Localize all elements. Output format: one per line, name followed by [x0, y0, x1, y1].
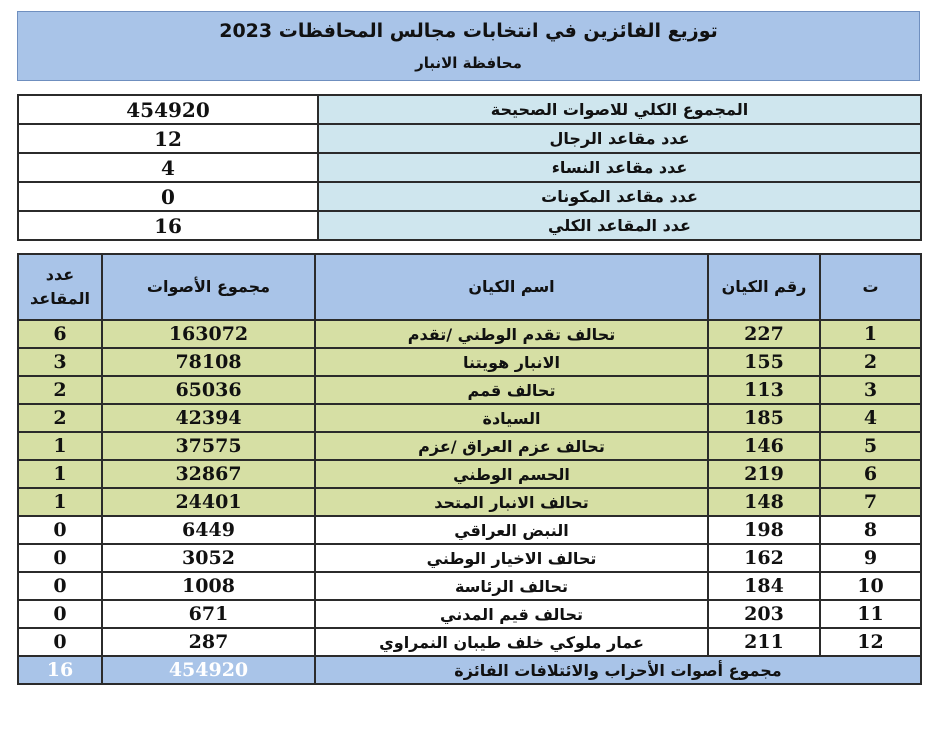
header-row: [18, 254, 921, 320]
table-row: [18, 404, 921, 432]
entity-number-cell: 219: [708, 460, 820, 488]
sequence-cell: 10: [820, 572, 921, 600]
header-votes: مجموع الأصوات: [102, 254, 315, 320]
sequence-cell: 9: [820, 544, 921, 572]
entity-name-cell: النبض العراقي: [315, 516, 708, 544]
header-sequence: ت: [820, 254, 921, 320]
seats-cell: 1: [18, 488, 102, 516]
votes-cell: 42394: [102, 404, 315, 432]
entity-name-cell: تحالف تقدم الوطني /تقدم: [315, 320, 708, 348]
seats-cell: 0: [18, 544, 102, 572]
summary-row: [18, 211, 921, 240]
header-entity-name: اسم الكيان: [315, 254, 708, 320]
votes-cell: 32867: [102, 460, 315, 488]
seats-cell: 2: [18, 376, 102, 404]
entity-name-cell: السيادة: [315, 404, 708, 432]
sequence-cell: 11: [820, 600, 921, 628]
seats-cell: 0: [18, 628, 102, 656]
sequence-cell: 2: [820, 348, 921, 376]
entity-number-cell: 148: [708, 488, 820, 516]
page-subtitle: محافظة الانبار: [415, 54, 522, 72]
votes-cell: 24401: [102, 488, 315, 516]
entity-name-cell: الحسم الوطني: [315, 460, 708, 488]
summary-value: 12: [18, 124, 318, 153]
seats-cell: 2: [18, 404, 102, 432]
summary-value: 0: [18, 182, 318, 211]
sequence-cell: 7: [820, 488, 921, 516]
title-banner: [17, 11, 920, 81]
seats-cell: 0: [18, 600, 102, 628]
summary-value: 16: [18, 211, 318, 240]
header-seats: عدد المقاعد: [18, 254, 102, 320]
summary-label: عدد مقاعد النساء: [318, 153, 921, 182]
summary-label: المجموع الكلي للاصوات الصحيحة: [318, 95, 921, 124]
seats-cell: 0: [18, 572, 102, 600]
entity-name-cell: تحالف الرئاسة: [315, 572, 708, 600]
votes-cell: 3052: [102, 544, 315, 572]
entity-number-cell: 198: [708, 516, 820, 544]
seats-cell: 1: [18, 432, 102, 460]
sequence-cell: 4: [820, 404, 921, 432]
sequence-cell: 5: [820, 432, 921, 460]
summary-row: [18, 182, 921, 211]
header-entity-number: رقم الكيان: [708, 254, 820, 320]
sequence-cell: 8: [820, 516, 921, 544]
table-row: [18, 320, 921, 348]
entity-number-cell: 185: [708, 404, 820, 432]
total-votes: 454920: [102, 656, 315, 684]
table-row: [18, 572, 921, 600]
entity-number-cell: 113: [708, 376, 820, 404]
entity-number-cell: 146: [708, 432, 820, 460]
seats-cell: 0: [18, 516, 102, 544]
seats-cell: 1: [18, 460, 102, 488]
summary-row: [18, 95, 921, 124]
entity-name-cell: الانبار هويتنا: [315, 348, 708, 376]
entity-number-cell: 184: [708, 572, 820, 600]
entity-number-cell: 227: [708, 320, 820, 348]
votes-cell: 6449: [102, 516, 315, 544]
votes-cell: 78108: [102, 348, 315, 376]
votes-cell: 1008: [102, 572, 315, 600]
entity-name-cell: عمار ملوكي خلف طيبان النمراوي: [315, 628, 708, 656]
summary-label: عدد مقاعد الرجال: [318, 124, 921, 153]
entity-name-cell: تحالف عزم العراق /عزم: [315, 432, 708, 460]
table-row: [18, 600, 921, 628]
entity-number-cell: 162: [708, 544, 820, 572]
entity-name-cell: تحالف قمم: [315, 376, 708, 404]
entity-name-cell: تحالف الانبار المتحد: [315, 488, 708, 516]
entity-name-cell: تحالف قيم المدني: [315, 600, 708, 628]
table-row: [18, 376, 921, 404]
entity-number-cell: 203: [708, 600, 820, 628]
votes-cell: 163072: [102, 320, 315, 348]
summary-label: عدد المقاعد الكلي: [318, 211, 921, 240]
sequence-cell: 6: [820, 460, 921, 488]
sequence-cell: 12: [820, 628, 921, 656]
entity-name-cell: تحالف الاخيار الوطني: [315, 544, 708, 572]
summary-table: [17, 94, 922, 241]
table-row: [18, 628, 921, 656]
results-table: [17, 253, 922, 685]
table-row: [18, 516, 921, 544]
table-row: [18, 460, 921, 488]
seats-cell: 3: [18, 348, 102, 376]
table-row: [18, 544, 921, 572]
total-row: [18, 656, 921, 684]
total-label: مجموع أصوات الأحزاب والائتلافات الفائزة: [315, 656, 921, 684]
entity-number-cell: 211: [708, 628, 820, 656]
table-row: [18, 348, 921, 376]
summary-row: [18, 124, 921, 153]
table-row: [18, 432, 921, 460]
entity-number-cell: 155: [708, 348, 820, 376]
summary-label: عدد مقاعد المكونات: [318, 182, 921, 211]
total-seats: 16: [18, 656, 102, 684]
votes-cell: 671: [102, 600, 315, 628]
sequence-cell: 1: [820, 320, 921, 348]
table-row: [18, 488, 921, 516]
summary-row: [18, 153, 921, 182]
seats-cell: 6: [18, 320, 102, 348]
page-title: توزيع الفائزين في انتخابات مجالس المحافظات 2023: [219, 20, 718, 42]
summary-value: 454920: [18, 95, 318, 124]
votes-cell: 287: [102, 628, 315, 656]
votes-cell: 37575: [102, 432, 315, 460]
summary-value: 4: [18, 153, 318, 182]
votes-cell: 65036: [102, 376, 315, 404]
sequence-cell: 3: [820, 376, 921, 404]
